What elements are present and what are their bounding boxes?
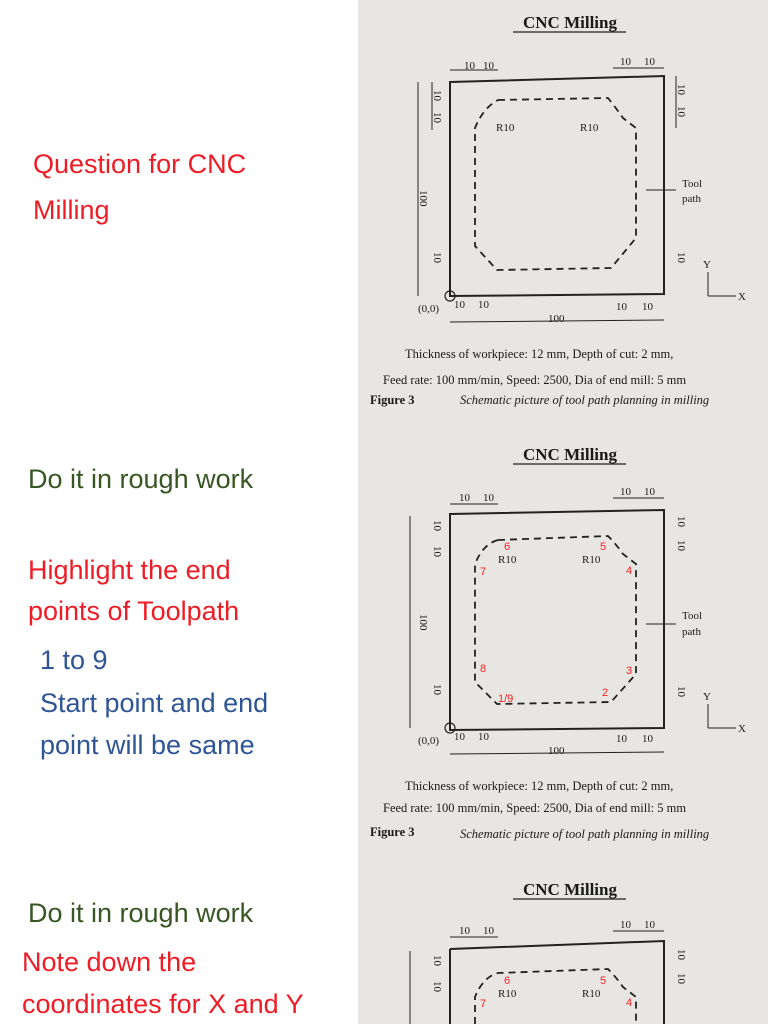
dim-top-right-2: 10 bbox=[644, 56, 655, 68]
note-line-1: Note down the bbox=[22, 947, 197, 977]
figure-photo-annotated bbox=[358, 432, 768, 865]
dim2-bottom-right-2: 10 bbox=[642, 733, 653, 745]
dim-bottom-left-1: 10 bbox=[454, 299, 465, 311]
rough-work-note-1: Do it in rough work bbox=[28, 464, 254, 494]
radius2-label-right: R10 bbox=[582, 554, 601, 566]
figure-title-2: CNC Milling bbox=[523, 445, 617, 464]
feed-caption: Feed rate: 100 mm/min, Speed: 2500, Dia of end mill: 5 mm bbox=[383, 373, 687, 387]
note-line-2: coordinates for X and Y bbox=[22, 989, 304, 1019]
cnc-figure-annotated-drawing bbox=[358, 432, 768, 865]
dim3-right-10b: 10 bbox=[675, 973, 687, 984]
dim-left-10a: 10 bbox=[431, 90, 443, 101]
dim2-bottom-100: 100 bbox=[548, 745, 565, 757]
axis2-y-label: Y bbox=[703, 691, 711, 703]
point-label-7: 7 bbox=[480, 566, 487, 578]
point3-label-4: 4 bbox=[626, 997, 633, 1009]
point-range: 1 to 9 bbox=[40, 645, 108, 675]
question-line-1: Question for CNC bbox=[33, 149, 247, 179]
figure-label: Figure 3 bbox=[370, 393, 415, 407]
thickness2-caption: Thickness of workpiece: 12 mm, Depth of cut: 2 mm, bbox=[405, 779, 674, 793]
dim-bottom-left-2: 10 bbox=[478, 299, 489, 311]
dim2-bottom-left-1: 10 bbox=[454, 731, 465, 743]
dim2-left-100: 100 bbox=[417, 614, 429, 631]
thickness-caption: Thickness of workpiece: 12 mm, Depth of cut: 2 mm, bbox=[405, 347, 674, 361]
radius3-label-right: R10 bbox=[582, 988, 601, 1000]
point-label-1-9: 1/9 bbox=[498, 693, 514, 705]
radius3-label-left: R10 bbox=[498, 988, 517, 1000]
dim2-right-10a: 10 bbox=[675, 516, 687, 527]
dim-left-10b: 10 bbox=[431, 112, 443, 123]
dim3-top-right-2: 10 bbox=[644, 919, 655, 931]
highlight-line-2: points of Toolpath bbox=[28, 596, 240, 626]
tool-path-label-2: path bbox=[682, 193, 701, 205]
highlight-line-1: Highlight the end bbox=[28, 555, 231, 585]
dim3-top-left-2: 10 bbox=[483, 925, 494, 937]
start-end-line-2: point will be same bbox=[40, 730, 255, 760]
point-label-4: 4 bbox=[626, 565, 633, 577]
point3-label-7: 7 bbox=[480, 998, 487, 1010]
dim-left-10c: 10 bbox=[431, 252, 443, 263]
figure-title-3: CNC Milling bbox=[523, 880, 617, 899]
dim-top-left-2: 10 bbox=[483, 60, 494, 72]
dim2-bottom-left-2: 10 bbox=[478, 731, 489, 743]
dim-right-10c: 10 bbox=[675, 252, 687, 263]
start-end-line-1: Start point and end bbox=[40, 688, 269, 718]
figure-caption: Schematic picture of tool path planning in milling bbox=[460, 393, 710, 407]
cnc-figure-partial-drawing bbox=[358, 865, 768, 1024]
question-line-2: Milling bbox=[33, 195, 110, 225]
point-label-3: 3 bbox=[626, 665, 633, 677]
axis-y-label: Y bbox=[703, 259, 711, 271]
dim-bottom-100: 100 bbox=[548, 313, 565, 325]
axis2-x-label: X bbox=[738, 723, 746, 735]
dim-right-10b: 10 bbox=[675, 106, 687, 117]
tool-path-label-1: Tool bbox=[682, 178, 703, 190]
axis-x-label: X bbox=[738, 291, 746, 303]
dim3-right-10a: 10 bbox=[675, 949, 687, 960]
dim2-left-10b: 10 bbox=[431, 546, 443, 557]
figure-photo-partial bbox=[358, 865, 768, 1024]
dim2-top-left-2: 10 bbox=[483, 492, 494, 504]
dim-right-10a: 10 bbox=[675, 84, 687, 95]
figure2-caption: Schematic picture of tool path planning in milling bbox=[460, 827, 710, 841]
dim3-top-left-1: 10 bbox=[459, 925, 470, 937]
radius-label-right: R10 bbox=[580, 122, 599, 134]
feed2-caption: Feed rate: 100 mm/min, Speed: 2500, Dia of end mill: 5 mm bbox=[383, 801, 687, 815]
dim-left-100: 100 bbox=[417, 190, 429, 207]
dim-top-right-1: 10 bbox=[620, 56, 631, 68]
dim2-right-10c: 10 bbox=[675, 686, 687, 697]
origin2-label: (0,0) bbox=[418, 735, 440, 747]
figure2-label: Figure 3 bbox=[370, 825, 415, 839]
rough-work-note-2: Do it in rough work bbox=[28, 898, 254, 928]
radius2-label-left: R10 bbox=[498, 554, 517, 566]
dim3-left-10a: 10 bbox=[431, 955, 443, 966]
point3-label-5: 5 bbox=[600, 975, 607, 987]
point-label-8: 8 bbox=[480, 663, 487, 675]
dim2-top-left-1: 10 bbox=[459, 492, 470, 504]
dim2-top-right-2: 10 bbox=[644, 486, 655, 498]
dim-bottom-right-2: 10 bbox=[642, 301, 653, 313]
dim2-top-right-1: 10 bbox=[620, 486, 631, 498]
figure-title: CNC Milling bbox=[523, 13, 617, 32]
dim2-bottom-right-1: 10 bbox=[616, 733, 627, 745]
radius-label-left: R10 bbox=[496, 122, 515, 134]
origin-label: (0,0) bbox=[418, 303, 440, 315]
tool-path2-label-1: Tool bbox=[682, 610, 703, 622]
point-label-5: 5 bbox=[600, 541, 607, 553]
cnc-figure-drawing bbox=[358, 0, 768, 432]
tool-path2-label-2: path bbox=[682, 626, 701, 638]
dim-bottom-right-1: 10 bbox=[616, 301, 627, 313]
figure-photo-original bbox=[358, 0, 768, 432]
point3-label-6: 6 bbox=[504, 975, 511, 987]
dim3-top-right-1: 10 bbox=[620, 919, 631, 931]
point-label-6: 6 bbox=[504, 541, 511, 553]
dim3-left-10b: 10 bbox=[431, 981, 443, 992]
dim2-left-10c: 10 bbox=[431, 684, 443, 695]
dim2-left-10a: 10 bbox=[431, 520, 443, 531]
dim-top-left-1: 10 bbox=[464, 60, 475, 72]
dim2-right-10b: 10 bbox=[675, 540, 687, 551]
point-label-2: 2 bbox=[602, 687, 609, 699]
